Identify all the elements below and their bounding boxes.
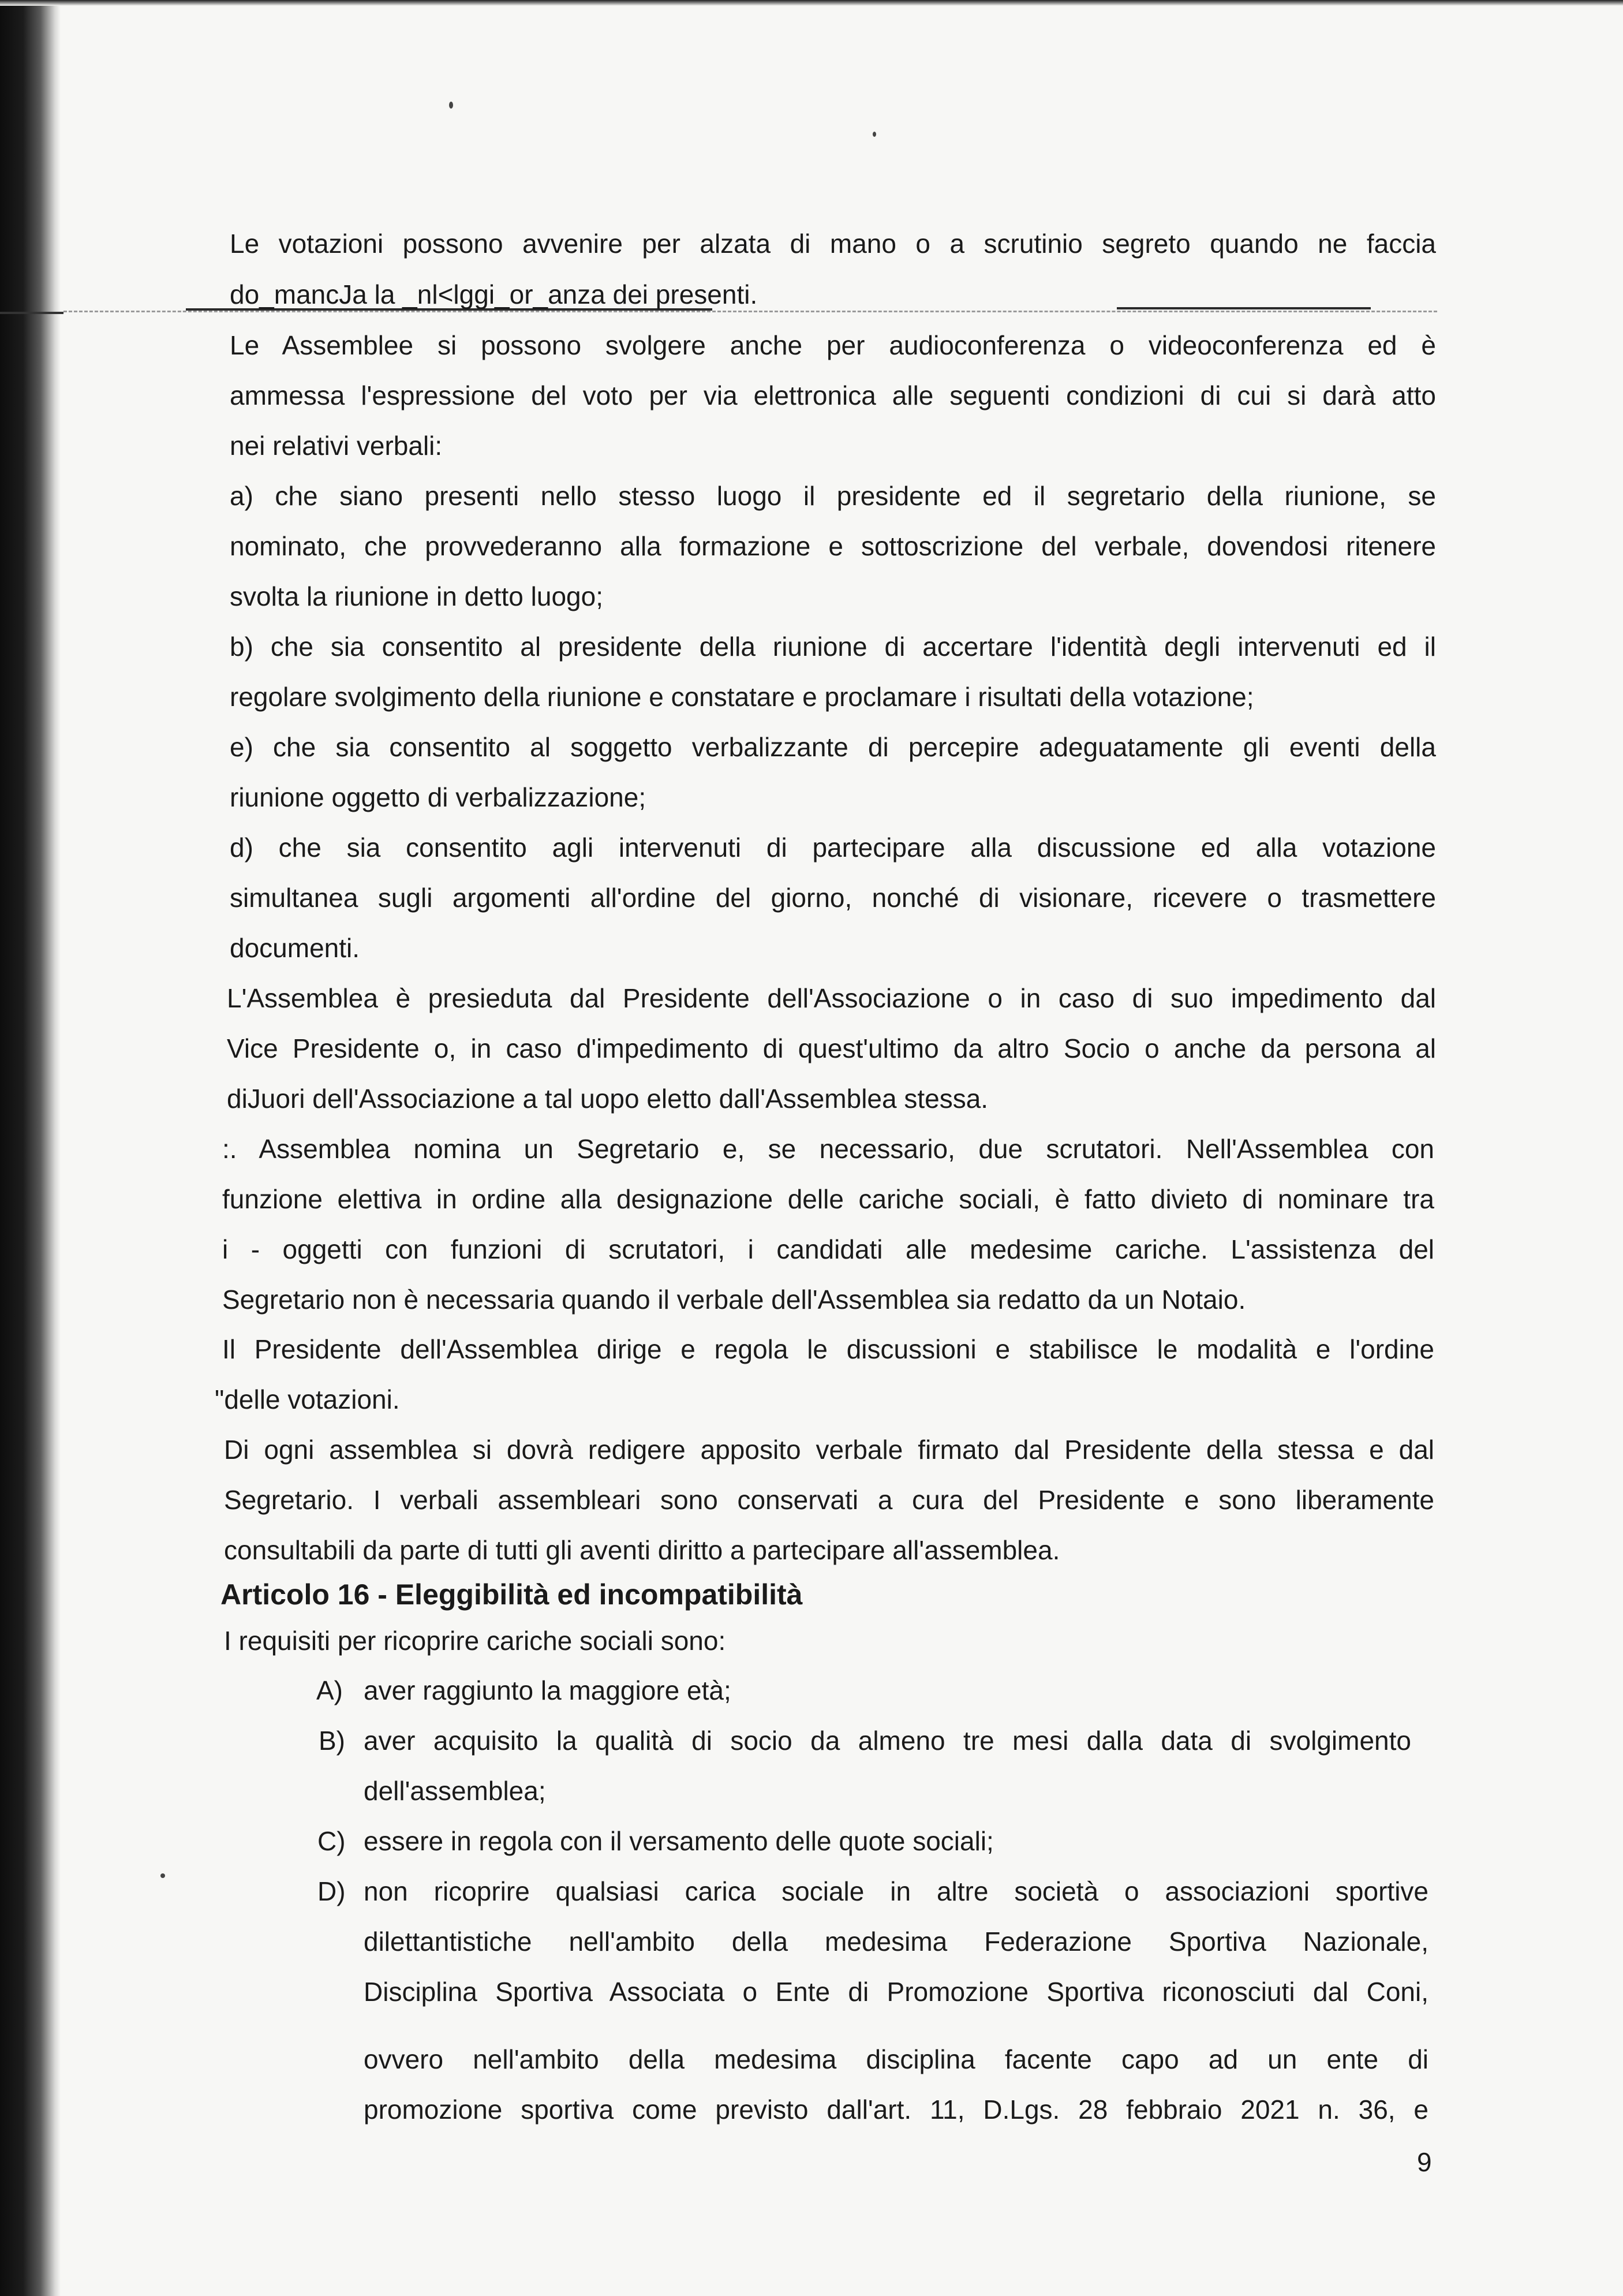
text-line: do_mancJa la _nl<lggi_or_anza dei presenti.: [230, 279, 758, 309]
scan-speck: [873, 132, 876, 137]
text-line: a) che siano presenti nello stesso luogo il presidente ed il segretario della riunione, se: [230, 481, 1436, 511]
requirements-intro: I requisiti per ricoprire cariche sociali sono:: [224, 1626, 726, 1656]
list-item-text: dell'assemblea;: [364, 1776, 546, 1806]
text-line: riunione oggetto di verbalizzazione;: [230, 782, 646, 812]
scan-shadow-top: [0, 0, 1623, 6]
text-line: d) che sia consentito agli intervenuti di partecipare alla discussione ed alla votazione: [230, 832, 1436, 863]
text-line: Il Presidente dell'Assemblea dirige e regola le discussioni e stabilisce le modalità e l'ordine: [222, 1334, 1434, 1364]
page-number: 9: [1417, 2147, 1432, 2177]
text-line: regolare svolgimento della riunione e constatare e proclamare i risultati della votazione;: [230, 682, 1254, 712]
list-item-text: dilettantistiche nell'ambito della medesima Federazione Sportiva Nazionale,: [364, 1927, 1428, 1957]
list-item-text: aver raggiunto la maggiore età;: [364, 1675, 731, 1705]
text-line: diJuori dell'Associazione a tal uopo eletto dall'Assemblea stessa.: [227, 1084, 989, 1114]
text-line: e) che sia consentito al soggetto verbalizzante di percepire adeguatamente gli eventi della: [230, 732, 1436, 762]
scan-artifact-line: [0, 312, 63, 314]
text-line: nominato, che provvederanno alla formazione e sottoscrizione del verbale, dovendosi ritenere: [230, 531, 1436, 561]
text-line: simultanea sugli argomenti all'ordine del giorno, nonché di visionare, ricevere o trasmettere: [230, 883, 1436, 913]
text-line: "delle votazioni.: [215, 1384, 400, 1414]
fill-line-solid: [1117, 307, 1371, 309]
text-line: b) che sia consentito al presidente della riunione di accertare l'identità degli intervenuti ed il: [230, 632, 1436, 662]
text-line: consultabili da parte di tutti gli aventi diritto a partecipare all'assemblea.: [224, 1535, 1060, 1565]
text-line: Le Assemblee si possono svolgere anche per audioconferenza o videoconferenza ed è: [230, 330, 1436, 360]
text-line: :. Assemblea nomina un Segretario e, se necessario, due scrutatori. Nell'Assemblea con: [222, 1134, 1434, 1164]
text-line: i - oggetti con funzioni di scrutatori, i candidati alle medesime cariche. L'assistenza del: [222, 1234, 1434, 1264]
scan-speck: [449, 102, 453, 109]
scan-speck: [160, 1873, 165, 1878]
text-line: svolta la riunione in detto luogo;: [230, 581, 603, 611]
text-line: documenti.: [230, 933, 360, 963]
article-heading: Articolo 16 - Eleggibilità ed incompatibilità: [220, 1578, 803, 1611]
list-item-label: C): [317, 1826, 346, 1856]
list-item-text: ovvero nell'ambito della medesima disciplina facente capo ad un ente di: [364, 2044, 1428, 2074]
text-line: ammessa l'espressione del voto per via elettronica alle seguenti condizioni di cui si darà atto: [230, 380, 1436, 410]
list-item-text: aver acquisito la qualità di socio da almeno tre mesi dalla data di svolgimento: [364, 1726, 1411, 1756]
text-line: Vice Presidente o, in caso d'impedimento di quest'ultimo da altro Socio o anche da persona al: [227, 1033, 1436, 1063]
text-line: nei relativi verbali:: [230, 431, 443, 461]
list-item-label: B): [319, 1726, 345, 1756]
scan-shadow-left: [0, 0, 61, 2296]
text-line: Segretario. I verbali assembleari sono conservati a cura del Presidente e sono liberamente: [224, 1485, 1434, 1515]
list-item-text: essere in regola con il versamento delle quote sociali;: [364, 1826, 994, 1856]
list-item-label: D): [317, 1876, 346, 1906]
text-line: Di ogni assemblea si dovrà redigere apposito verbale firmato dal Presidente della stessa e dal: [224, 1435, 1434, 1465]
text-line: L'Assemblea è presieduta dal Presidente dell'Associazione o in caso di suo impedimento dal: [227, 983, 1436, 1013]
list-item-label: A): [316, 1675, 343, 1705]
list-item-text: Disciplina Sportiva Associata o Ente di Promozione Sportiva riconosciuti dal Coni,: [364, 1977, 1428, 2007]
text-line: funzione elettiva in ordine alla designazione delle cariche sociali, è fatto divieto di nominare tra: [222, 1184, 1434, 1214]
list-item-text: non ricoprire qualsiasi carica sociale in altre società o associazioni sportive: [364, 1876, 1428, 1906]
text-line: Segretario non è necessaria quando il verbale dell'Assemblea sia redatto da un Notaio.: [222, 1285, 1246, 1315]
text-line: Le votazioni possono avvenire per alzata di mano o a scrutinio segreto quando ne faccia: [230, 229, 1436, 259]
list-item-text: promozione sportiva come previsto dall'art. 11, D.Lgs. 28 febbraio 2021 n. 36, e: [364, 2095, 1428, 2125]
